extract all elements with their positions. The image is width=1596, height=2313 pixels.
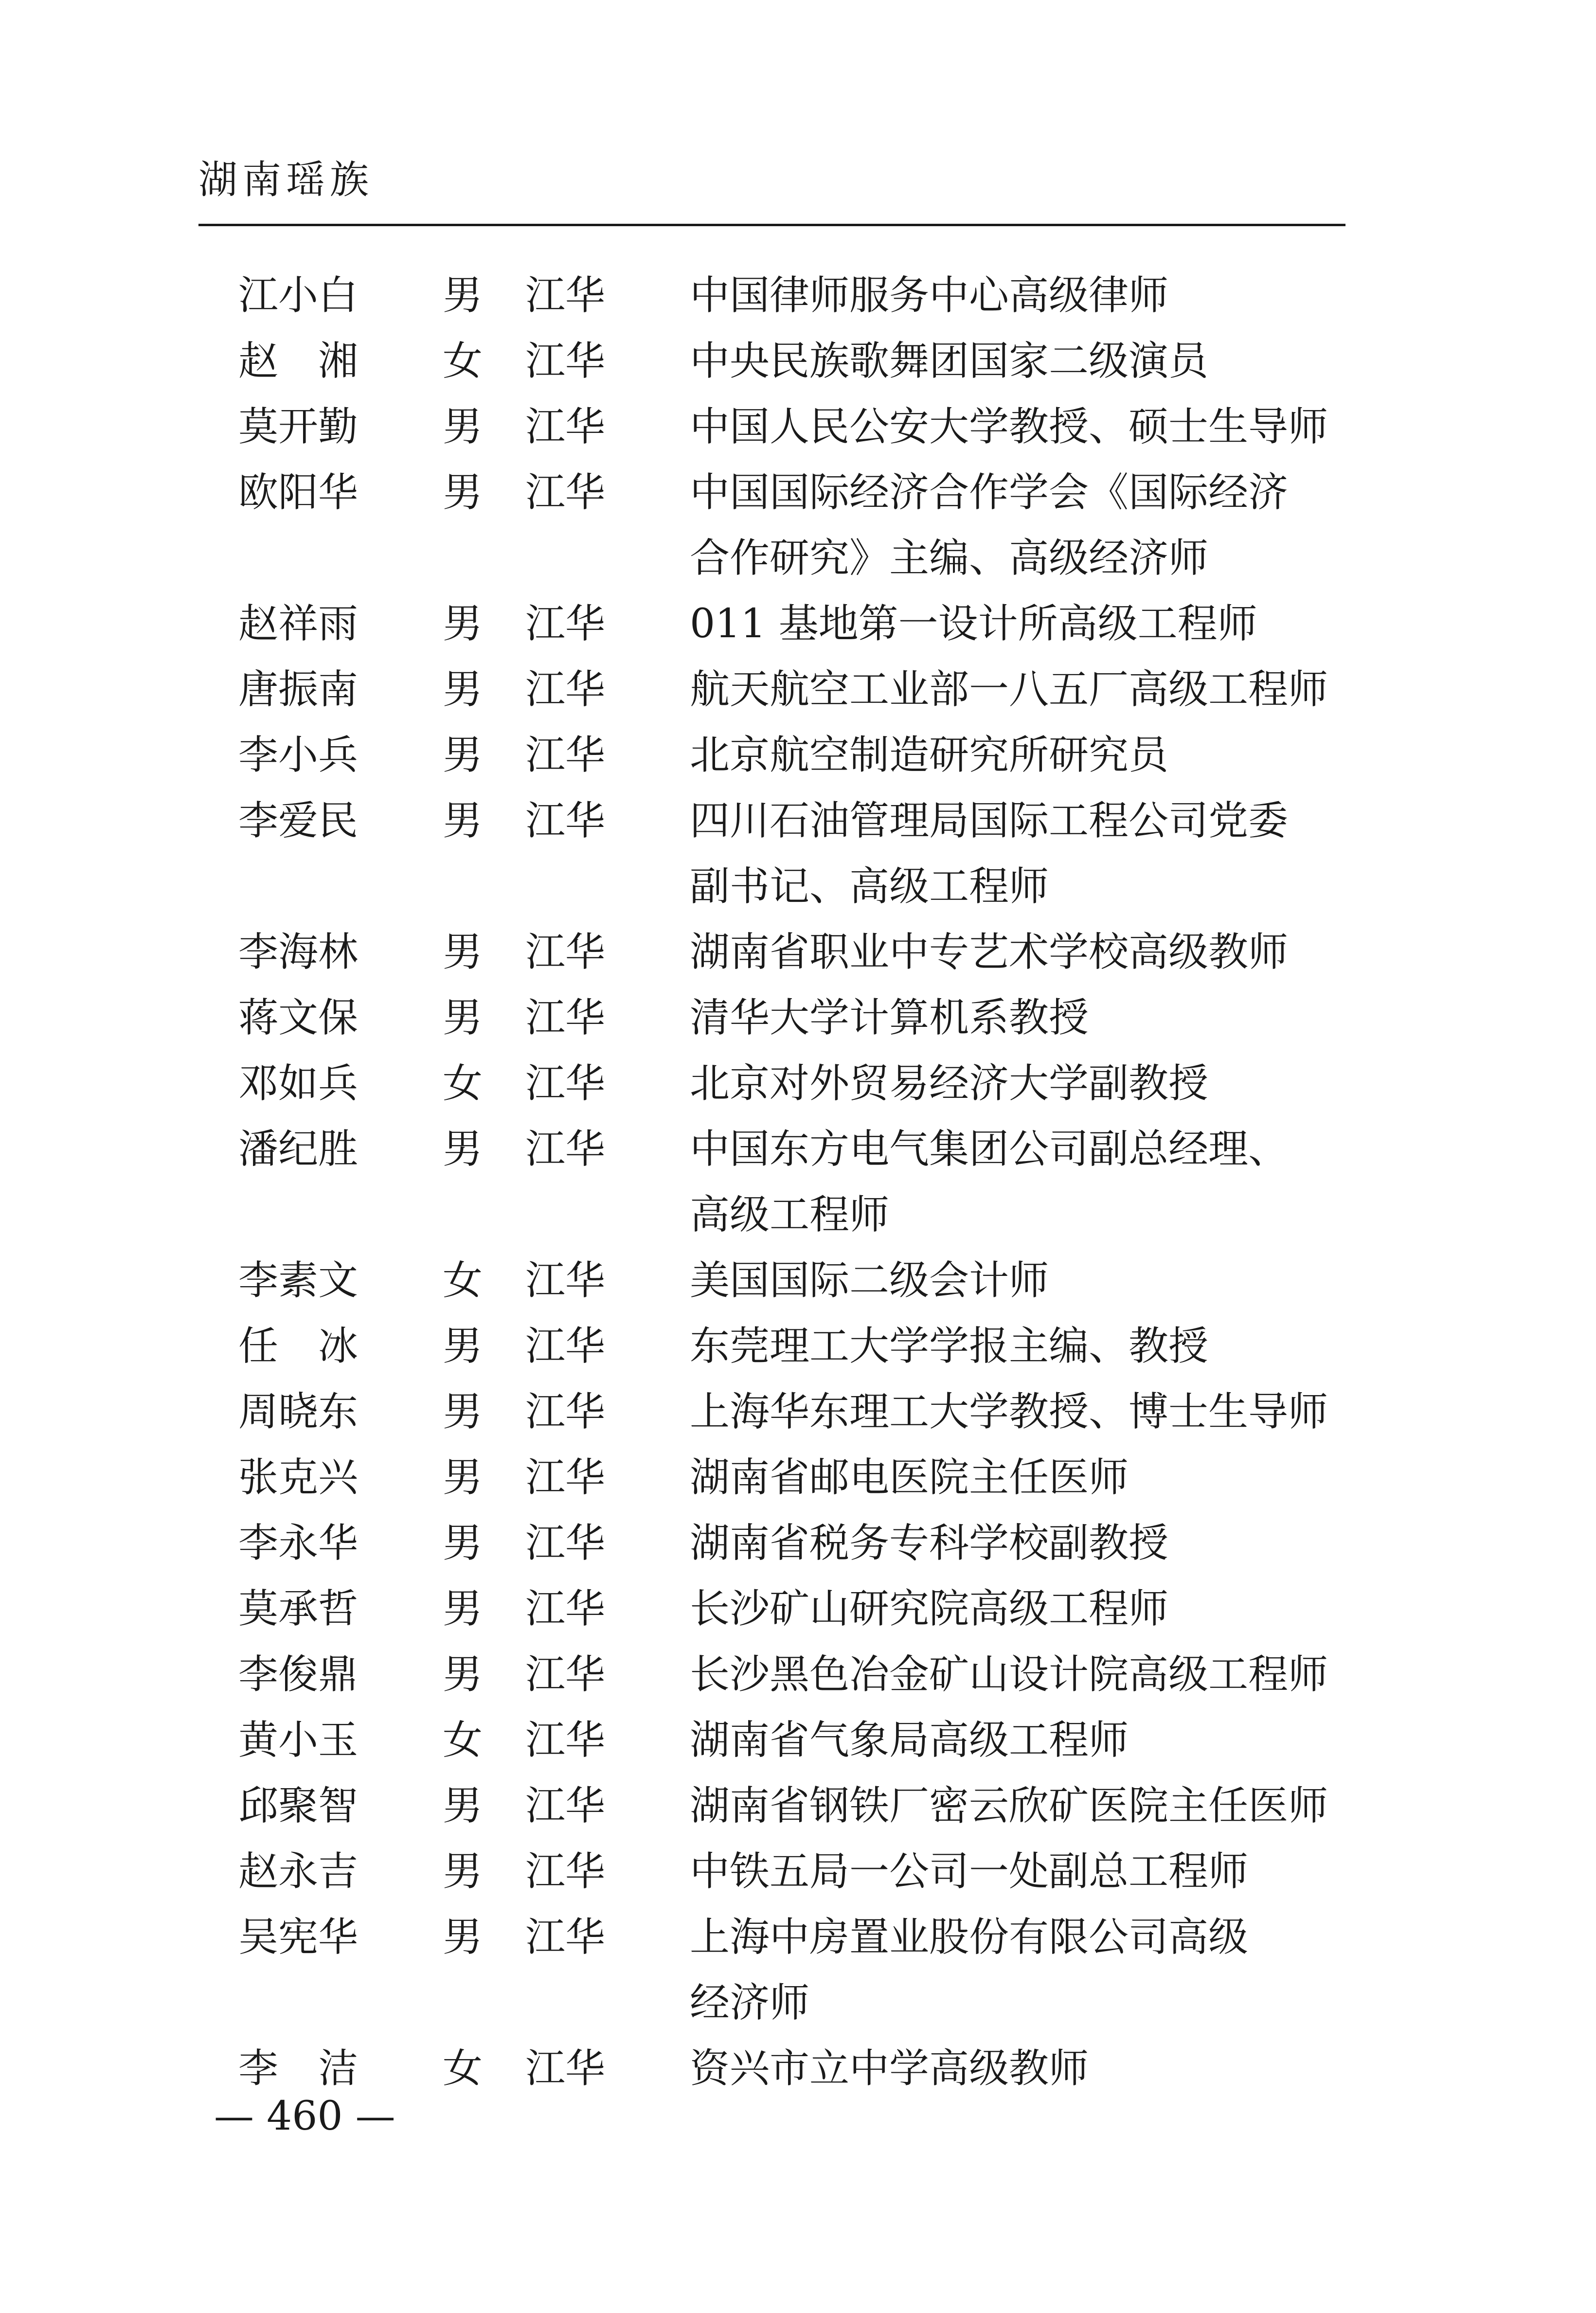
entry-row bbox=[0, 1445, 1596, 1510]
entry-description: 经济师 bbox=[690, 1980, 810, 2026]
entry-place: 江华 bbox=[525, 666, 606, 713]
entry-row bbox=[0, 919, 1596, 985]
entry-list bbox=[0, 263, 1596, 2101]
entry-description: 中央民族歌舞团国家二级演员 bbox=[690, 338, 1209, 384]
entry-name: 赵 湘 bbox=[238, 338, 359, 384]
entry-place: 江华 bbox=[525, 2045, 606, 2092]
running-header-title: 湖南瑶族 bbox=[198, 157, 374, 202]
entry-name: 邓如兵 bbox=[238, 1060, 359, 1107]
entry-line bbox=[0, 919, 1596, 985]
entry-row bbox=[0, 2036, 1596, 2101]
entry-gender: 男 bbox=[443, 601, 483, 647]
entry-line bbox=[0, 1051, 1596, 1116]
entry-gender: 男 bbox=[443, 1520, 483, 1566]
entry-name: 任 冰 bbox=[238, 1323, 359, 1369]
entry-place: 江华 bbox=[525, 1389, 606, 1435]
entry-description: 上海中房置业股份有限公司高级 bbox=[690, 1914, 1249, 1960]
entry-gender: 男 bbox=[443, 1126, 483, 1172]
entry-row bbox=[0, 1904, 1596, 2036]
entry-gender: 男 bbox=[443, 1323, 483, 1369]
entry-gender: 男 bbox=[443, 995, 483, 1041]
entry-place: 江华 bbox=[525, 404, 606, 450]
entry-name: 李素文 bbox=[238, 1257, 359, 1304]
entry-row bbox=[0, 1576, 1596, 1642]
entry-gender: 男 bbox=[443, 272, 483, 319]
entry-gender: 男 bbox=[443, 929, 483, 975]
entry-row bbox=[0, 1313, 1596, 1379]
entry-gender: 女 bbox=[443, 1060, 483, 1107]
entry-gender: 男 bbox=[443, 1914, 483, 1960]
entry-row bbox=[0, 263, 1596, 328]
entry-line bbox=[0, 1707, 1596, 1773]
entry-place: 江华 bbox=[525, 272, 606, 319]
entry-line bbox=[0, 591, 1596, 657]
entry-line bbox=[0, 1445, 1596, 1510]
entry-gender: 男 bbox=[443, 732, 483, 778]
entry-line bbox=[0, 1773, 1596, 1839]
entry-description: 东莞理工大学学报主编、教授 bbox=[690, 1323, 1209, 1369]
entry-row bbox=[0, 1379, 1596, 1445]
entry-place: 江华 bbox=[525, 1717, 606, 1763]
entry-line bbox=[0, 394, 1596, 460]
entry-name: 邱聚智 bbox=[238, 1783, 359, 1829]
entry-name: 李俊鼎 bbox=[238, 1651, 359, 1698]
entry-description: 高级工程师 bbox=[690, 1192, 890, 1238]
entry-description: 湖南省气象局高级工程师 bbox=[690, 1717, 1129, 1763]
entry-name: 李小兵 bbox=[238, 732, 359, 778]
entry-place: 江华 bbox=[525, 732, 606, 778]
entry-name: 欧阳华 bbox=[238, 469, 359, 516]
entry-line bbox=[0, 657, 1596, 722]
entry-description: 上海华东理工大学教授、博士生导师 bbox=[690, 1389, 1328, 1435]
entry-line bbox=[0, 1904, 1596, 1970]
entry-gender: 男 bbox=[443, 1586, 483, 1632]
entry-row bbox=[0, 1510, 1596, 1576]
entry-name: 李 洁 bbox=[238, 2045, 359, 2092]
entry-name: 莫开勤 bbox=[238, 404, 359, 450]
entry-row bbox=[0, 985, 1596, 1051]
entry-name: 吴宪华 bbox=[238, 1914, 359, 1960]
entry-line bbox=[0, 460, 1596, 525]
entry-line bbox=[0, 788, 1596, 854]
entry-gender: 女 bbox=[443, 2045, 483, 2092]
entry-row bbox=[0, 1116, 1596, 1248]
entry-name: 赵永吉 bbox=[238, 1848, 359, 1895]
entry-gender: 男 bbox=[443, 1783, 483, 1829]
entry-description: 中国人民公安大学教授、硕士生导师 bbox=[690, 404, 1328, 450]
entry-line bbox=[0, 263, 1596, 328]
entry-name: 张克兴 bbox=[238, 1454, 359, 1501]
entry-place: 江华 bbox=[525, 1586, 606, 1632]
entry-place: 江华 bbox=[525, 1126, 606, 1172]
entry-place: 江华 bbox=[525, 469, 606, 516]
entry-line bbox=[0, 1379, 1596, 1445]
entry-name: 李海林 bbox=[238, 929, 359, 975]
entry-place: 江华 bbox=[525, 798, 606, 844]
entry-place: 江华 bbox=[525, 601, 606, 647]
entry-line bbox=[0, 1313, 1596, 1379]
entry-description: 清华大学计算机系教授 bbox=[690, 995, 1089, 1041]
entry-place: 江华 bbox=[525, 1651, 606, 1698]
entry-place: 江华 bbox=[525, 1783, 606, 1829]
page-number: — 460 — bbox=[214, 2093, 395, 2139]
entry-gender: 男 bbox=[443, 469, 483, 516]
entry-line bbox=[0, 1642, 1596, 1707]
entry-line bbox=[0, 2036, 1596, 2101]
entry-description: 湖南省职业中专艺术学校高级教师 bbox=[690, 929, 1289, 975]
entry-description: 长沙黑色冶金矿山设计院高级工程师 bbox=[690, 1651, 1328, 1698]
entry-description: 中国律师服务中心高级律师 bbox=[690, 272, 1169, 319]
entry-description: 美国国际二级会计师 bbox=[690, 1257, 1049, 1304]
entry-gender: 男 bbox=[443, 798, 483, 844]
entry-gender: 男 bbox=[443, 1848, 483, 1895]
entry-place: 江华 bbox=[525, 1454, 606, 1501]
entry-line bbox=[0, 1576, 1596, 1642]
entry-row bbox=[0, 460, 1596, 591]
entry-description: 资兴市立中学高级教师 bbox=[690, 2045, 1089, 2092]
entry-gender: 女 bbox=[443, 1257, 483, 1304]
entry-row bbox=[0, 788, 1596, 919]
entry-row bbox=[0, 394, 1596, 460]
entry-description: 湖南省税务专科学校副教授 bbox=[690, 1520, 1169, 1566]
entry-row bbox=[0, 1839, 1596, 1904]
entry-name: 潘纪胜 bbox=[238, 1126, 359, 1172]
entry-name: 赵祥雨 bbox=[238, 601, 359, 647]
entry-continuation-line bbox=[0, 1182, 1596, 1248]
entry-row bbox=[0, 722, 1596, 788]
entry-gender: 男 bbox=[443, 1454, 483, 1501]
entry-name: 莫承哲 bbox=[238, 1586, 359, 1632]
entry-row bbox=[0, 1773, 1596, 1839]
entry-row bbox=[0, 1051, 1596, 1116]
entry-line bbox=[0, 722, 1596, 788]
entry-line bbox=[0, 1510, 1596, 1576]
entry-name: 李爱民 bbox=[238, 798, 359, 844]
entry-place: 江华 bbox=[525, 1520, 606, 1566]
entry-gender: 男 bbox=[443, 404, 483, 450]
entry-row bbox=[0, 657, 1596, 722]
entry-description: 中国国际经济合作学会《国际经济 bbox=[690, 469, 1289, 516]
entry-place: 江华 bbox=[525, 1257, 606, 1304]
entry-description: 中国东方电气集团公司副总经理、 bbox=[690, 1126, 1289, 1172]
entry-description: 合作研究》主编、高级经济师 bbox=[690, 535, 1209, 581]
entry-gender: 女 bbox=[443, 338, 483, 384]
entry-gender: 男 bbox=[443, 666, 483, 713]
entry-description: 北京对外贸易经济大学副教授 bbox=[690, 1060, 1209, 1107]
entry-line bbox=[0, 985, 1596, 1051]
entry-place: 江华 bbox=[525, 1323, 606, 1369]
entry-name: 蒋文保 bbox=[238, 995, 359, 1041]
entry-continuation-line bbox=[0, 854, 1596, 919]
entry-name: 周晓东 bbox=[238, 1389, 359, 1435]
entry-place: 江华 bbox=[525, 1848, 606, 1895]
entry-description: 011 基地第一设计所高级工程师 bbox=[690, 601, 1257, 647]
entry-name: 黄小玉 bbox=[238, 1717, 359, 1763]
entry-name: 江小白 bbox=[238, 272, 359, 319]
entry-row bbox=[0, 1642, 1596, 1707]
entry-description: 副书记、高级工程师 bbox=[690, 863, 1049, 910]
entry-name: 李永华 bbox=[238, 1520, 359, 1566]
entry-row bbox=[0, 1248, 1596, 1313]
entry-place: 江华 bbox=[525, 929, 606, 975]
entry-row bbox=[0, 591, 1596, 657]
entry-line bbox=[0, 1116, 1596, 1182]
entry-place: 江华 bbox=[525, 995, 606, 1041]
entry-line bbox=[0, 1839, 1596, 1904]
entry-name: 唐振南 bbox=[238, 666, 359, 713]
entry-description: 湖南省邮电医院主任医师 bbox=[690, 1454, 1129, 1501]
header-rule bbox=[198, 224, 1345, 226]
entry-description: 航天航空工业部一八五厂高级工程师 bbox=[690, 666, 1328, 713]
entry-row bbox=[0, 1707, 1596, 1773]
entry-gender: 男 bbox=[443, 1651, 483, 1698]
entry-description: 中铁五局一公司一处副总工程师 bbox=[690, 1848, 1249, 1895]
entry-continuation-line bbox=[0, 525, 1596, 591]
entry-place: 江华 bbox=[525, 1060, 606, 1107]
entry-gender: 女 bbox=[443, 1717, 483, 1763]
entry-description: 北京航空制造研究所研究员 bbox=[690, 732, 1169, 778]
entry-place: 江华 bbox=[525, 1914, 606, 1960]
entry-description: 四川石油管理局国际工程公司党委 bbox=[690, 798, 1289, 844]
entry-gender: 男 bbox=[443, 1389, 483, 1435]
entry-continuation-line bbox=[0, 1970, 1596, 2036]
entry-line bbox=[0, 1248, 1596, 1313]
entry-place: 江华 bbox=[525, 338, 606, 384]
entry-description: 长沙矿山研究院高级工程师 bbox=[690, 1586, 1169, 1632]
entry-description: 湖南省钢铁厂密云欣矿医院主任医师 bbox=[690, 1783, 1328, 1829]
entry-row bbox=[0, 328, 1596, 394]
entry-line bbox=[0, 328, 1596, 394]
